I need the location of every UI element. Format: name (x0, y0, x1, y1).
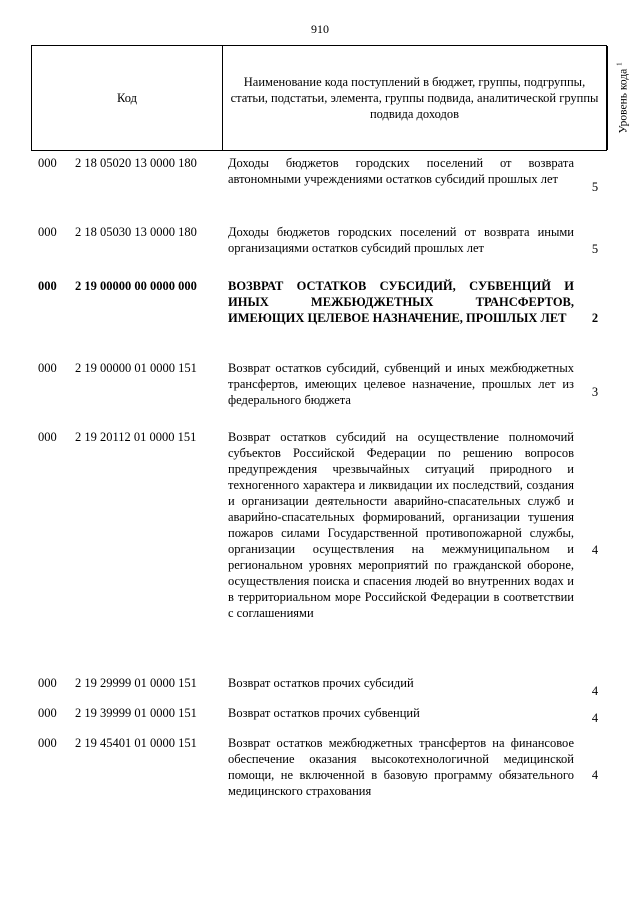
income-code: 2 18 05020 13 0000 180 (75, 156, 197, 170)
admin-code: 000 (38, 225, 57, 239)
income-code: 2 19 29999 01 0000 151 (75, 676, 197, 690)
level-value: 5 (591, 180, 599, 194)
income-name: Возврат остатков прочих субвенций (228, 706, 420, 720)
income-name: Доходы бюджетов городских поселений от возврата иными организациями остатков субсидий прошлых лет (228, 225, 574, 255)
income-name: Доходы бюджетов городских поселений от возврата автономными учреждениями остатков субсидий прошлых лет (228, 156, 574, 186)
admin-code: 000 (38, 706, 57, 720)
income-code: 2 19 00000 00 0000 000 (75, 279, 197, 293)
header-name: Наименование кода поступлений в бюджет, группы, подгруппы, статьи, подстатьи, элемента, группы подвида, аналитической группы подвида доходов (222, 46, 608, 150)
header-level (608, 46, 638, 150)
admin-code: 000 (38, 736, 57, 750)
income-name: Возврат остатков субсидий, субвенций и иных межбюджетных трансфертов, имеющих целевое назначение, прошлых лет из федерального бюджета (228, 361, 574, 407)
income-name: Возврат остатков субсидий на осуществление полномочий субъектов Российской Федерации по решению вопросов предупреждения чрезвычайных ситуаций природного и техногенного характера и ликвидации их последствий, создания и организации деятельности аварийно-спасательных служб и аварийно-спасательных формирований, организации тушения пожаров силами Государственной противопожарной службы, организации осуществления на межмуниципальном и региональном уровнях мероприятий по гражданской обороне, осуществления поиска и спасения людей во внутренних водах и в территориальном море Российской Федерации в соответствии с соглашениями (228, 430, 574, 620)
header-level-label: Уровень кода $^1$ (616, 62, 630, 134)
admin-code: 000 (38, 156, 57, 170)
income-code: 2 19 45401 01 0000 151 (75, 736, 197, 750)
income-code: 2 19 00000 01 0000 151 (75, 361, 197, 375)
admin-code: 000 (38, 279, 57, 293)
income-code: 2 18 05030 13 0000 180 (75, 225, 197, 239)
admin-code: 000 (38, 361, 57, 375)
level-value: 3 (591, 385, 599, 399)
header-level-footnote: 1 (616, 62, 625, 66)
admin-code: 000 (38, 676, 57, 690)
level-value: 2 (591, 311, 599, 325)
admin-code: 000 (38, 430, 57, 444)
table-header (31, 45, 630, 151)
level-value: 4 (591, 543, 599, 557)
page-number: 910 (311, 22, 329, 36)
header-code: Код (32, 46, 223, 150)
income-name: Возврат остатков прочих субсидий (228, 676, 414, 690)
level-value: 4 (591, 768, 599, 782)
income-code: 2 19 39999 01 0000 151 (75, 706, 197, 720)
income-name: Возврат остатков межбюджетных трансфертов на финансовое обеспечение оказания высокотехнологичной медицинской помощи, не включенной в базовую программу обязательного медицинского страхования (228, 736, 574, 798)
level-value: 5 (591, 242, 599, 256)
level-value: 4 (591, 711, 599, 725)
income-name: ВОЗВРАТ ОСТАТКОВ СУБСИДИЙ, СУБВЕНЦИЙ И ИНЫХ МЕЖБЮДЖЕТНЫХ ТРАНСФЕРТОВ, ИМЕЮЩИХ ЦЕЛЕВОЕ НАЗНАЧЕНИЕ, ПРОШЛЫХ ЛЕТ (228, 279, 574, 325)
income-code: 2 19 20112 01 0000 151 (75, 430, 197, 444)
level-value: 4 (591, 684, 599, 698)
